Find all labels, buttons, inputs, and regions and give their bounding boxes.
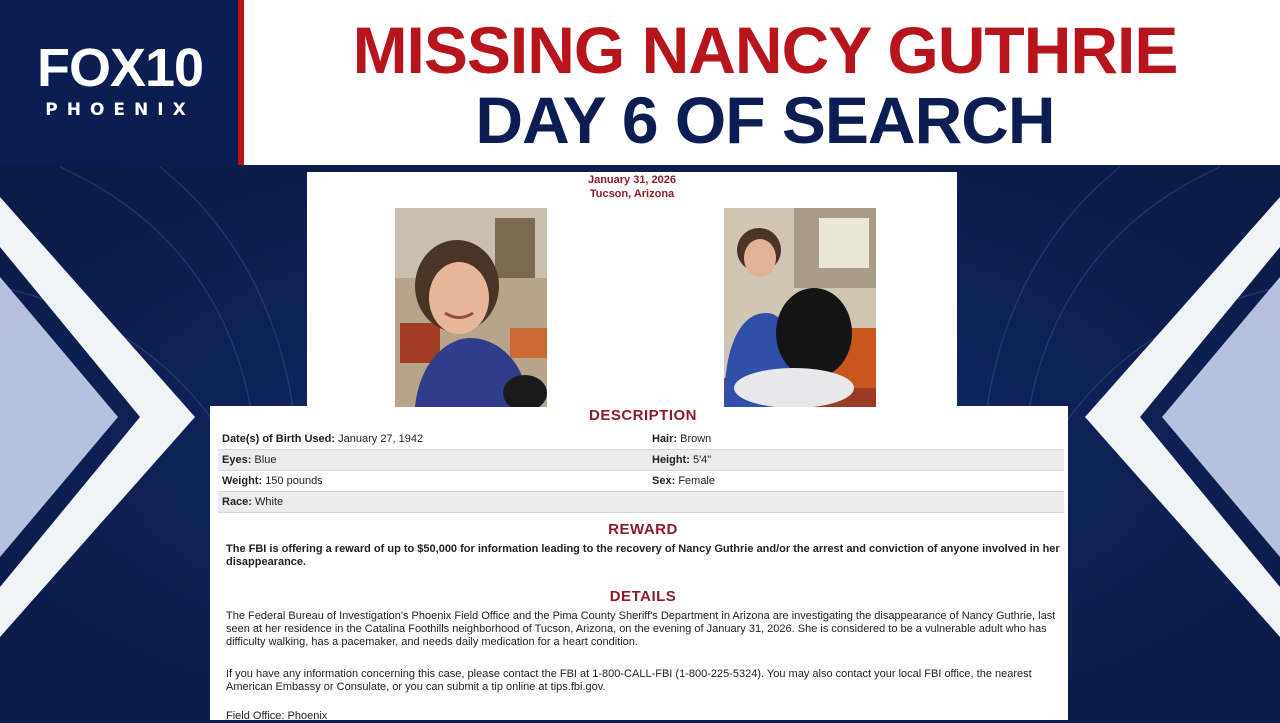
sex-label: Sex: (652, 475, 676, 487)
poster-location: Tucson, Arizona (589, 188, 675, 200)
table-row (218, 471, 1064, 492)
missing-person-photo-1 (395, 208, 547, 407)
sex-value: Female (678, 475, 715, 487)
details-title: DETAILS (609, 588, 677, 605)
description-title: DESCRIPTION (588, 407, 697, 424)
logo-sub-text: PHOENIX (45, 100, 195, 120)
height-label: Height: (652, 454, 690, 466)
height-value: 5'4" (692, 454, 712, 466)
dob-label: Date(s) of Birth Used: (222, 433, 336, 445)
table-row (218, 429, 1064, 450)
headline-primary: MISSING NANCY GUTHRIE (352, 13, 1178, 87)
reward-text: The FBI is offering a reward of up to $50,000 for information leading to the recovery of Nancy Guthrie and/or the arrest and conviction of anyone involved in her disappearance. (226, 543, 1060, 568)
eyes-label: Eyes: (222, 454, 252, 466)
logo-divider (238, 0, 244, 167)
weight-label: Weight: (222, 475, 263, 487)
poster-date: January 31, 2026 (587, 174, 677, 186)
race-label: Race: (222, 496, 252, 508)
description-table (218, 429, 1064, 513)
race-value: White (255, 496, 284, 508)
table-row (218, 450, 1064, 471)
contact-text: If you have any information concerning this case, please contact the FBI at 1-800-CALL-FBI (1-800-225-5324). You may also contact your local FBI office, the nearest American Embassy or Consulate, or you can submit a tip online at tips.fbi.gov. (226, 668, 1032, 693)
hair-value: Brown (680, 433, 712, 445)
dob-value: January 27, 1942 (338, 433, 424, 445)
header-divider (0, 165, 1280, 167)
details-text: The Federal Bureau of Investigation's Phoenix Field Office and the Pima County Sheriff's Department in Arizona are investigating the disappearance of Nancy Guthrie, last seen at her residence in the Catalina Foothills neighborhood of Tucson, Arizona, on the evening of January 31, 2026. She is considered to be a vulnerable adult who has difficulty walking, has a pacemaker, and needs daily medication for a heart condition. (226, 610, 1056, 648)
weight-value: 150 pounds (265, 475, 323, 487)
field-office-text: Field Office: Phoenix (226, 710, 328, 722)
table-row (218, 492, 1064, 513)
missing-person-photo-2 (724, 208, 876, 407)
logo-main-text: FOX10 (36, 38, 204, 98)
station-logo (0, 0, 238, 167)
poster-date-location (307, 173, 957, 201)
header-banner (0, 0, 1280, 167)
reward-title: REWARD (608, 521, 678, 538)
hair-label: Hair: (652, 433, 678, 445)
eyes-value: Blue (254, 454, 277, 466)
headline-secondary: DAY 6 OF SEARCH (475, 83, 1055, 157)
